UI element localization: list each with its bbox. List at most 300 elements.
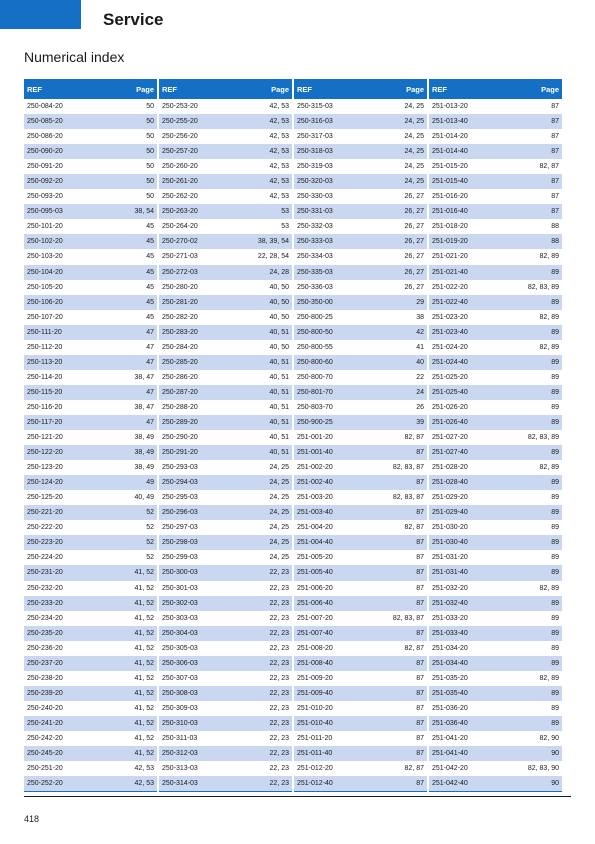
page-reference: 82, 89 [539, 464, 559, 472]
ref-number: 251-012-40 [297, 780, 333, 788]
ref-number: 250-308-03 [162, 689, 198, 697]
ref-number: 250-231-20 [27, 569, 63, 577]
ref-number: 251-018-20 [432, 223, 468, 231]
ref-number: 250-330-03 [297, 193, 333, 201]
ref-number: 250-287-20 [162, 388, 198, 396]
table-row [159, 641, 292, 656]
ref-number: 251-025-20 [432, 373, 468, 381]
ref-number: 250-336-03 [297, 283, 333, 291]
table-row [294, 249, 427, 264]
ref-number: 251-033-40 [432, 629, 468, 637]
page-reference: 26, 27 [404, 238, 424, 246]
table-row [24, 265, 157, 280]
table-row [24, 445, 157, 460]
ref-number: 250-224-20 [27, 554, 63, 562]
table-row [294, 129, 427, 144]
table-row [429, 370, 562, 385]
ref-number: 250-251-20 [27, 765, 63, 773]
page-reference: 82, 83, 90 [527, 765, 559, 773]
table-row [294, 234, 427, 249]
page-reference: 89 [551, 509, 559, 517]
ref-number: 251-042-40 [432, 780, 468, 788]
page-reference: 89 [551, 328, 559, 336]
ref-number: 250-312-03 [162, 750, 198, 758]
ref-number: 250-256-20 [162, 133, 198, 141]
page-number: 418 [24, 814, 40, 824]
ref-number: 250-294-03 [162, 479, 198, 487]
ref-number: 251-014-40 [432, 148, 468, 156]
ref-number: 251-013-40 [432, 118, 468, 126]
table-row [159, 475, 292, 490]
ref-number: 250-332-03 [297, 223, 333, 231]
ref-number: 250-264-20 [162, 223, 198, 231]
table-row [429, 340, 562, 355]
ref-number: 251-028-20 [432, 464, 468, 472]
ref-number: 251-030-40 [432, 539, 468, 547]
page-reference: 22, 23 [269, 614, 289, 622]
table-row [24, 596, 157, 611]
ref-number: 250-238-20 [27, 674, 63, 682]
ref-number: 251-015-40 [432, 178, 468, 186]
page-reference: 22, 23 [269, 750, 289, 758]
table-row [294, 626, 427, 641]
ref-number: 251-028-40 [432, 479, 468, 487]
ref-number: 251-034-20 [432, 644, 468, 652]
page-reference: 22, 23 [269, 780, 289, 788]
ref-number: 250-257-20 [162, 148, 198, 156]
page-reference: 90 [551, 750, 559, 758]
ref-number: 250-272-03 [162, 268, 198, 276]
table-row [429, 204, 562, 219]
index-column [429, 79, 562, 792]
table-row [429, 475, 562, 490]
ref-number: 250-316-03 [297, 118, 333, 126]
ref-number: 251-010-40 [297, 719, 333, 727]
ref-number: 251-023-20 [432, 313, 468, 321]
table-row [294, 204, 427, 219]
table-row [294, 581, 427, 596]
ref-number: 251-015-20 [432, 163, 468, 171]
page-reference: 40, 51 [269, 449, 289, 457]
table-row [159, 219, 292, 234]
table-row [294, 114, 427, 129]
page-reference: 82, 83, 87 [392, 464, 424, 472]
page-reference: 89 [551, 569, 559, 577]
page-reference: 89 [551, 644, 559, 652]
page-reference: 38, 54 [134, 208, 154, 216]
page-reference: 82, 89 [539, 674, 559, 682]
table-row [159, 415, 292, 430]
table-row [159, 355, 292, 370]
table-row [429, 355, 562, 370]
ref-number: 250-086-20 [27, 133, 63, 141]
page-reference: 87 [551, 133, 559, 141]
table-row [24, 159, 157, 174]
ref-number: 250-263-20 [162, 208, 198, 216]
ref-number: 250-223-20 [27, 539, 63, 547]
ref-number: 251-027-20 [432, 434, 468, 442]
table-row [294, 159, 427, 174]
ref-number: 251-011-40 [297, 750, 333, 758]
table-row [24, 641, 157, 656]
page-reference: 87 [416, 674, 424, 682]
page-reference: 89 [551, 358, 559, 366]
table-row [294, 99, 427, 114]
page-reference: 45 [146, 238, 154, 246]
page-reference: 24, 25 [269, 539, 289, 547]
ref-number: 250-270-02 [162, 238, 198, 246]
page-reference: 41, 52 [134, 719, 154, 727]
page-reference: 22, 23 [269, 629, 289, 637]
page-reference: 82, 87 [539, 163, 559, 171]
table-row [159, 174, 292, 189]
ref-number: 251-035-40 [432, 689, 468, 697]
ref-number: 250-305-03 [162, 644, 198, 652]
page-reference: 40, 51 [269, 403, 289, 411]
table-row [429, 144, 562, 159]
table-row [429, 490, 562, 505]
table-row [24, 490, 157, 505]
table-row [24, 234, 157, 249]
page-reference: 87 [416, 704, 424, 712]
ref-number: 250-800-55 [297, 343, 333, 351]
table-row [159, 249, 292, 264]
ref-number: 251-029-40 [432, 509, 468, 517]
table-row [159, 445, 292, 460]
page-reference: 82, 89 [539, 313, 559, 321]
page-header: Page [541, 84, 559, 94]
table-row [159, 656, 292, 671]
page-reference: 40, 51 [269, 419, 289, 426]
ref-number: 251-004-20 [297, 524, 333, 532]
ref-number: 250-290-20 [162, 434, 198, 442]
ref-number: 250-333-03 [297, 238, 333, 246]
ref-number: 250-262-20 [162, 193, 198, 201]
table-row [294, 310, 427, 325]
table-row [429, 626, 562, 641]
ref-number: 250-284-20 [162, 343, 198, 351]
table-row [159, 490, 292, 505]
table-row [159, 204, 292, 219]
ref-number: 250-281-20 [162, 298, 198, 306]
table-row [24, 219, 157, 234]
page-reference: 24, 25 [404, 163, 424, 171]
ref-number: 251-006-40 [297, 599, 333, 607]
table-row [159, 611, 292, 626]
ref-number: 250-124-20 [27, 479, 63, 487]
page-reference: 42 [416, 328, 424, 336]
ref-number: 250-093-20 [27, 193, 63, 201]
page-reference: 22, 23 [269, 674, 289, 682]
index-column [159, 79, 292, 792]
ref-number: 251-003-40 [297, 509, 333, 517]
page-reference: 42, 53 [269, 103, 289, 111]
page-reference: 87 [551, 208, 559, 216]
ref-number: 251-025-40 [432, 388, 468, 396]
ref-number: 250-331-03 [297, 208, 333, 216]
page-reference: 52 [146, 539, 154, 547]
ref-number: 250-320-03 [297, 178, 333, 186]
page-reference: 38, 47 [134, 403, 154, 411]
page-reference: 87 [416, 629, 424, 637]
ref-number: 251-030-20 [432, 524, 468, 532]
ref-number: 251-026-40 [432, 419, 468, 426]
table-row [159, 280, 292, 295]
page-reference: 87 [416, 569, 424, 577]
page-reference: 38, 49 [134, 449, 154, 457]
table-row [24, 204, 157, 219]
page-reference: 50 [146, 133, 154, 141]
page-reference: 50 [146, 163, 154, 171]
column-header [24, 79, 157, 99]
table-row [159, 746, 292, 761]
ref-number: 250-306-03 [162, 659, 198, 667]
ref-number: 250-302-03 [162, 599, 198, 607]
page-reference: 24, 25 [404, 133, 424, 141]
page-reference: 87 [416, 449, 424, 457]
table-row [429, 716, 562, 731]
page-reference: 52 [146, 554, 154, 562]
ref-number: 251-023-40 [432, 328, 468, 336]
ref-number: 250-304-03 [162, 629, 198, 637]
page-reference: 42, 53 [269, 133, 289, 141]
ref-number: 250-221-20 [27, 509, 63, 517]
ref-number: 251-008-20 [297, 644, 333, 652]
table-row [429, 776, 562, 791]
page-reference: 41, 52 [134, 644, 154, 652]
ref-number: 250-801-70 [297, 388, 333, 396]
table-row [24, 656, 157, 671]
ref-number: 250-800-50 [297, 328, 333, 336]
page-reference: 24, 25 [269, 479, 289, 487]
page-reference: 22, 23 [269, 734, 289, 742]
page-reference: 87 [551, 103, 559, 111]
page-reference: 42, 53 [269, 118, 289, 126]
page-reference: 42, 53 [269, 193, 289, 201]
ref-number: 250-310-03 [162, 719, 198, 727]
ref-number: 251-036-40 [432, 719, 468, 727]
ref-number: 251-005-40 [297, 569, 333, 577]
table-row [159, 159, 292, 174]
page-reference: 41, 52 [134, 674, 154, 682]
ref-number: 250-085-20 [27, 118, 63, 126]
table-row [24, 701, 157, 716]
page-reference: 22, 23 [269, 599, 289, 607]
page-reference: 42, 53 [269, 148, 289, 156]
table-row [24, 581, 157, 596]
page-reference: 87 [416, 780, 424, 788]
ref-number: 250-285-20 [162, 358, 198, 366]
page-reference: 45 [146, 283, 154, 291]
ref-number: 250-335-03 [297, 268, 333, 276]
page-reference: 89 [551, 449, 559, 457]
page-reference: 24, 25 [269, 524, 289, 532]
page-reference: 89 [551, 419, 559, 426]
ref-number: 250-313-03 [162, 765, 198, 773]
page-reference: 50 [146, 193, 154, 201]
ref-number: 250-255-20 [162, 118, 198, 126]
ref-number: 251-032-20 [432, 584, 468, 592]
page-reference: 45 [146, 253, 154, 261]
ref-number: 250-242-20 [27, 734, 63, 742]
ref-number: 250-115-20 [27, 388, 63, 396]
table-row [24, 249, 157, 264]
ref-number: 250-318-03 [297, 148, 333, 156]
page-reference: 82, 83, 87 [392, 494, 424, 502]
ref-number: 250-261-20 [162, 178, 198, 186]
index-column [294, 79, 427, 792]
page-reference: 39 [416, 419, 424, 426]
table-row [24, 325, 157, 340]
ref-number: 251-035-20 [432, 674, 468, 682]
page-reference: 41, 52 [134, 704, 154, 712]
page-reference: 40, 49 [134, 494, 154, 502]
table-row [24, 310, 157, 325]
ref-number: 250-102-20 [27, 238, 63, 246]
table-row [429, 520, 562, 535]
table-row [159, 310, 292, 325]
page-reference: 40, 51 [269, 434, 289, 442]
table-row [159, 325, 292, 340]
table-row [24, 535, 157, 550]
page-reference: 87 [416, 750, 424, 758]
page-reference: 89 [551, 494, 559, 502]
ref-number: 251-031-40 [432, 569, 468, 577]
page-reference: 82, 89 [539, 343, 559, 351]
table-row [294, 535, 427, 550]
page-reference: 22, 23 [269, 765, 289, 773]
ref-number: 250-900-25 [297, 419, 333, 426]
table-row [24, 475, 157, 490]
table-row [294, 656, 427, 671]
ref-number: 250-114-20 [27, 373, 63, 381]
section-title: Service [103, 10, 164, 29]
page-reference: 87 [416, 554, 424, 562]
ref-number: 250-234-20 [27, 614, 63, 622]
ref-number: 250-235-20 [27, 629, 63, 637]
ref-number: 250-300-03 [162, 569, 198, 577]
ref-number: 251-032-40 [432, 599, 468, 607]
ref-number: 251-019-20 [432, 238, 468, 246]
table-row [429, 280, 562, 295]
ref-header: REF [432, 84, 447, 94]
table-row [429, 550, 562, 565]
column-header [429, 79, 562, 99]
table-row [159, 686, 292, 701]
table-row [159, 731, 292, 746]
table-row [294, 325, 427, 340]
page-reference: 89 [551, 599, 559, 607]
page-reference: 89 [551, 689, 559, 697]
ref-number: 250-315-03 [297, 103, 333, 111]
ref-number: 250-301-03 [162, 584, 198, 592]
page-reference: 40, 50 [269, 283, 289, 291]
table-row [294, 716, 427, 731]
table-row [294, 280, 427, 295]
ref-number: 250-125-20 [27, 494, 63, 502]
page-reference: 42, 53 [134, 780, 154, 788]
table-row [294, 686, 427, 701]
page-reference: 87 [416, 539, 424, 547]
page-reference: 40, 50 [269, 313, 289, 321]
table-row [294, 415, 427, 430]
table-row [294, 385, 427, 400]
ref-number: 250-311-03 [162, 734, 198, 742]
page-reference: 24, 25 [404, 148, 424, 156]
page-reference: 40, 51 [269, 328, 289, 336]
table-row [429, 189, 562, 204]
ref-number: 251-041-40 [432, 750, 468, 758]
table-row [294, 596, 427, 611]
ref-number: 250-241-20 [27, 719, 63, 727]
page-reference: 87 [416, 584, 424, 592]
page-reference: 89 [551, 719, 559, 727]
ref-number: 250-280-20 [162, 283, 198, 291]
page-reference: 24, 25 [269, 494, 289, 502]
table-row [159, 400, 292, 415]
ref-number: 250-236-20 [27, 644, 63, 652]
ref-number: 250-104-20 [27, 268, 63, 276]
table-row [294, 265, 427, 280]
page-reference: 89 [551, 268, 559, 276]
ref-number: 250-319-03 [297, 163, 333, 171]
ref-number: 251-007-40 [297, 629, 333, 637]
table-row [429, 445, 562, 460]
column-header [159, 79, 292, 99]
ref-number: 251-006-20 [297, 584, 333, 592]
numerical-index-table [24, 79, 562, 792]
table-row [159, 596, 292, 611]
table-row [24, 565, 157, 580]
page-reference: 22, 23 [269, 704, 289, 712]
ref-number: 250-123-20 [27, 464, 63, 472]
page-reference: 22, 23 [269, 584, 289, 592]
ref-number: 250-297-03 [162, 524, 198, 532]
ref-number: 250-291-20 [162, 449, 198, 457]
table-row [294, 761, 427, 776]
page-reference: 47 [146, 419, 154, 426]
table-row [159, 671, 292, 686]
table-row [429, 249, 562, 264]
table-row [429, 114, 562, 129]
ref-number: 251-041-20 [432, 734, 468, 742]
page-reference: 87 [416, 689, 424, 697]
table-row [429, 265, 562, 280]
page-reference: 52 [146, 509, 154, 517]
ref-number: 251-007-20 [297, 614, 333, 622]
page-reference: 41, 52 [134, 734, 154, 742]
ref-number: 250-237-20 [27, 659, 63, 667]
page-reference: 41, 52 [134, 614, 154, 622]
table-row [159, 716, 292, 731]
ref-number: 251-021-20 [432, 253, 468, 261]
page-reference: 82, 89 [539, 253, 559, 261]
ref-number: 250-111-20 [27, 328, 62, 336]
table-row [24, 385, 157, 400]
table-row [24, 626, 157, 641]
ref-number: 251-001-40 [297, 449, 333, 457]
table-row [429, 415, 562, 430]
page-reference: 50 [146, 103, 154, 111]
page-reference: 24, 25 [269, 509, 289, 517]
ref-number: 250-295-03 [162, 494, 198, 502]
ref-number: 251-024-40 [432, 358, 468, 366]
table-row [429, 701, 562, 716]
ref-number: 250-334-03 [297, 253, 333, 261]
page-reference: 47 [146, 358, 154, 366]
table-row [159, 626, 292, 641]
table-row [429, 430, 562, 445]
